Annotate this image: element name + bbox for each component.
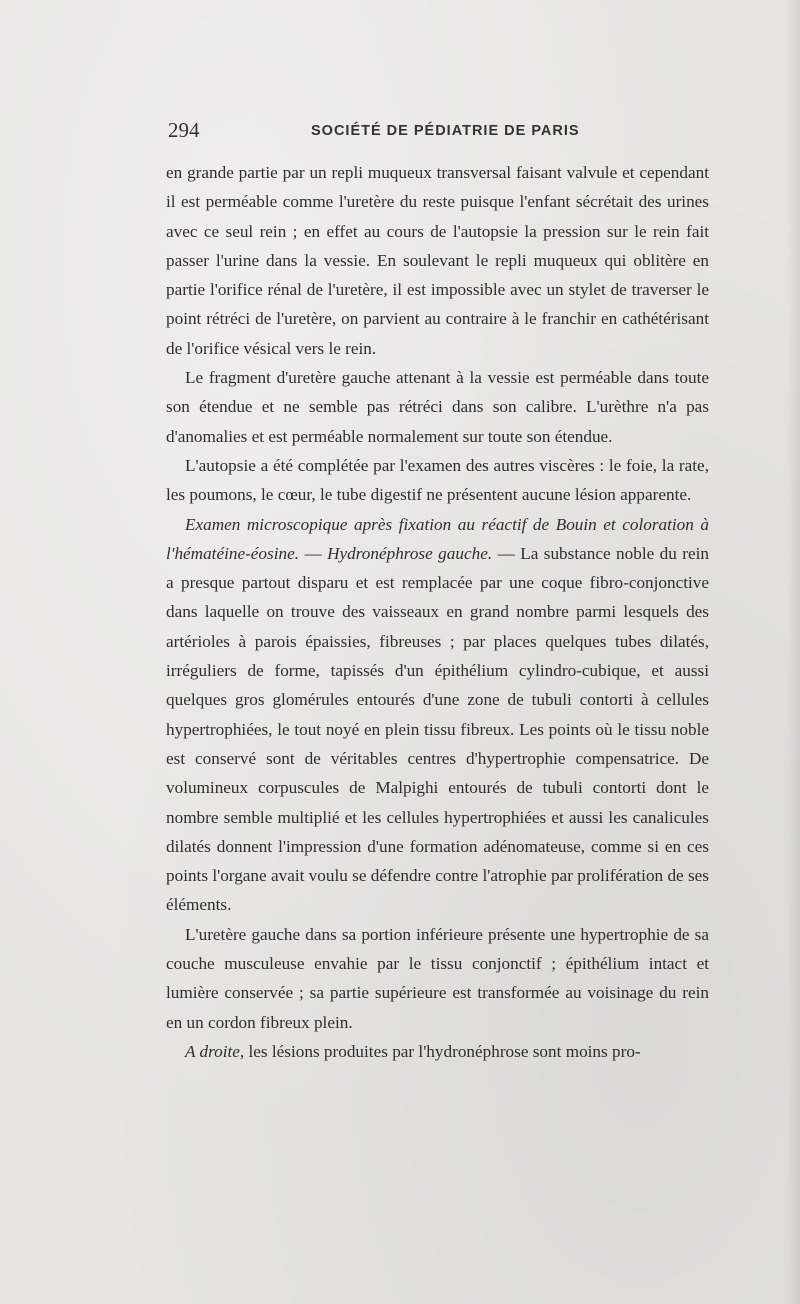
subheading-italic: Hydronéphrose gauche. xyxy=(327,543,493,563)
paragraph-5 xyxy=(166,920,709,1037)
heading-dash-1: — xyxy=(299,543,328,563)
page-number: 294 xyxy=(168,118,200,142)
paragraph-3 xyxy=(166,451,709,510)
paragraph-4-text: La substance noble du rein a presque partout disparu et est remplacée par une coque fibro-conjonctive dans laquelle on trouve des vaisseaux en grand nombre parmi lesquels des artérioles à parois épaissies, fibreuses ; par places quelques tubes dilatés, irréguliers de forme, tapissés d'un épithélium cylindro-cubique, et aussi quelques gros glomérules entourés d'une zone de tubuli contorti à cellules hypertrophiées, le tout noyé en plein tissu fibreux. Les points où le tissu noble est conservé sont de véritables centres d'hypertrophie compensatrice. De volumineux corpuscules de Malpighi entourés de tubuli contorti dont le nombre semble multiplié et les cellules hypertrophiées et aussi les canalicules dilatés donnent l'impression d'une formation adénomateuse, comme si en ces points l'organe avait voulu se défendre contre l'atrophie par prolifération de ses éléments. xyxy=(166,543,710,915)
page-header xyxy=(168,118,708,148)
paragraph-2-text: Le fragment d'uretère gauche attenant à la vessie est perméable dans toute son étendue et ne semble pas rétréci dans son calibre. L'urèthre n'a pas d'anomalies et est perméable normalement sur toute son étendue. xyxy=(166,368,709,446)
paragraph-4 xyxy=(166,510,709,920)
paragraph-6-italic-intro: A droite, xyxy=(185,1041,245,1061)
paragraph-1 xyxy=(166,158,709,363)
body-text xyxy=(166,158,709,1066)
heading-dash-2: — xyxy=(492,543,521,563)
paragraph-6 xyxy=(166,1037,709,1066)
running-title: SOCIÉTÉ DE PÉDIATRIE DE PARIS xyxy=(311,123,580,139)
paragraph-3-text: L'autopsie a été complétée par l'examen des autres viscères : le foie, la rate, les poumons, le cœur, le tube digestif ne présentent aucune lésion apparente. xyxy=(166,455,709,505)
paragraph-1-text: en grande partie par un repli muqueux transversal faisant valvule et cependant il est perméable comme l'uretère du reste puisque l'enfant sécrétait des urines avec ce seul rein ; en effet au cours de l'autopsie la pression sur le rein fait passer l'urine dans la vessie. En soulevant le repli muqueux qui oblitère en partie l'orifice rénal de l'uretère, il est impossible avec un stylet de traverser le point rétréci de l'uretère, on parvient au contraire à le franchir en cathétérisant de l'orifice vésical vers le rein. xyxy=(166,163,709,358)
paragraph-2 xyxy=(166,363,709,451)
section-heading-italic: Examen microscopique après fixation au réactif de Bouin et coloration à l'hématéine-éosine. xyxy=(166,514,709,563)
paragraph-5-text: L'uretère gauche dans sa portion inférieure présente une hypertrophie de sa couche musculeuse envahie par le tissu conjonctif ; épithélium intact et lumière conservée ; sa partie supérieure est transformée au voisinage du rein en un cordon fibreux plein. xyxy=(166,924,709,1032)
paragraph-6-text: les lésions produites par l'hydronéphrose sont moins pro- xyxy=(244,1041,641,1061)
